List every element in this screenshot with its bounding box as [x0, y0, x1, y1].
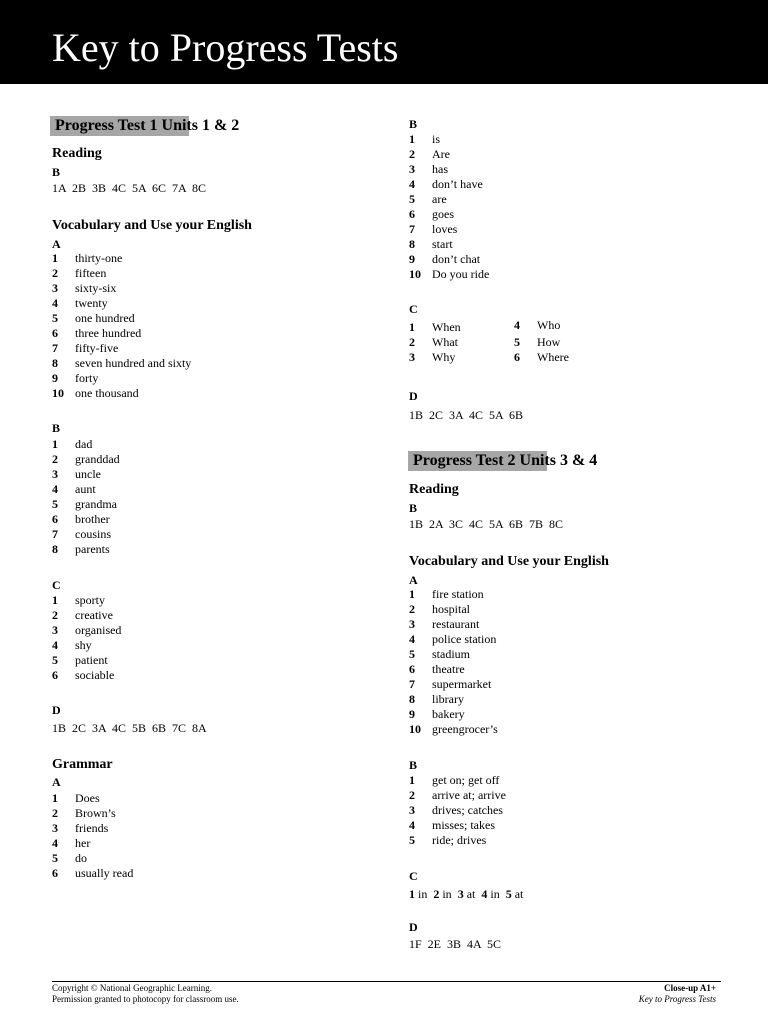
item-number: 3 [409, 617, 415, 631]
item-answer: fifteen [75, 266, 107, 280]
item-number: 6 [52, 866, 58, 880]
item-number: 2 [409, 788, 415, 802]
item-number: 8 [52, 356, 58, 370]
item-answer: organised [75, 623, 122, 637]
answer-line: 1F 2E 3B 4A 5C [409, 937, 502, 951]
item-number: 7 [409, 222, 415, 236]
item-number: 5 [52, 653, 58, 667]
item-answer: Do you ride [432, 267, 490, 281]
item-answer: get on; get off [432, 773, 500, 787]
grid-cell: 1 When [409, 320, 461, 334]
item-number: 7 [409, 677, 415, 691]
document-title: Key to Progress Tests [638, 994, 716, 1004]
grid-cell: 3 Why [409, 350, 456, 364]
item-answer: don’t have [432, 177, 483, 191]
item-number: 4 [409, 632, 415, 646]
section-letter: B [409, 117, 418, 131]
grammar-heading: Grammar [52, 757, 113, 772]
item-number: 4 [52, 296, 58, 310]
item-answer: usually read [75, 866, 134, 880]
item-answer: granddad [75, 452, 120, 466]
item-number: 8 [52, 542, 58, 556]
answer-line: 1B 2C 3A 4C 5A 6B [409, 408, 524, 422]
section-letter: D [409, 389, 418, 403]
item-number: 3 [52, 821, 58, 835]
item-answer: Brown’s [75, 806, 116, 820]
grid-cell: 6 Where [514, 350, 569, 364]
item-number: 5 [409, 833, 415, 847]
item-number: 1 [409, 132, 415, 146]
book-title: Close-up A1+ [664, 983, 716, 993]
section-letter: C [52, 578, 61, 592]
item-number: 2 [409, 602, 415, 616]
item-answer: grandma [75, 497, 117, 511]
footer-right [639, 983, 716, 1005]
item-answer: don’t chat [432, 252, 481, 266]
item-number: 1 [52, 437, 58, 451]
item-number: 1 [52, 791, 58, 805]
item-answer: greengrocer’s [432, 722, 498, 736]
item-number: 10 [409, 267, 421, 281]
item-number: 3 [409, 162, 415, 176]
item-answer: seven hundred and sixty [75, 356, 192, 370]
item-number: 4 [409, 818, 415, 832]
test2-title-text: Progress Test 2 Units 3 & 4 [413, 452, 598, 469]
item-answer: friends [75, 821, 109, 835]
item-number: 5 [409, 647, 415, 661]
item-answer: sixty-six [75, 281, 117, 295]
item-number: 4 [52, 482, 58, 496]
answer-line: 1B 2A 3C 4C 5A 6B 7B 8C [409, 517, 564, 531]
answer-grid [409, 320, 609, 366]
item-answer: is [432, 132, 441, 146]
item-answer: creative [75, 608, 113, 622]
item-number: 5 [409, 192, 415, 206]
section-letter: B [52, 421, 61, 435]
item-number: 1 [409, 773, 415, 787]
item-answer: aunt [75, 482, 96, 496]
item-answer: Are [432, 147, 450, 161]
item-answer: one thousand [75, 386, 139, 400]
item-number: 9 [409, 252, 415, 266]
item-answer: bakery [432, 707, 465, 721]
item-number: 6 [409, 662, 415, 676]
item-number: 2 [409, 147, 415, 161]
item-answer: library [432, 692, 464, 706]
item-answer: theatre [432, 662, 465, 676]
item-number: 7 [52, 527, 58, 541]
permission-text: Permission granted to photocopy for classroom use. [52, 994, 239, 1004]
item-answer: do [75, 851, 87, 865]
item-answer: patient [75, 653, 108, 667]
section-letter: A [52, 237, 61, 251]
item-number: 6 [52, 512, 58, 526]
item-number: 1 [52, 251, 58, 265]
item-number: 9 [409, 707, 415, 721]
item-answer: three hundred [75, 326, 142, 340]
page-title: Key to Progress Tests [52, 25, 399, 70]
item-answer: one hundred [75, 311, 135, 325]
vocab-heading: Vocabulary and Use your English [409, 554, 609, 569]
item-number: 2 [52, 806, 58, 820]
item-number: 7 [52, 341, 58, 355]
item-answer: ride; drives [432, 833, 487, 847]
answer-line: 1A 2B 3B 4C 5A 6C 7A 8C [52, 181, 207, 195]
item-answer: start [432, 237, 453, 251]
section-letter: D [409, 920, 418, 934]
copyright-text: Copyright © National Geographic Learning. [52, 983, 213, 993]
item-number: 4 [52, 836, 58, 850]
item-answer: police station [432, 632, 497, 646]
item-answer: goes [432, 207, 454, 221]
test2-title [408, 451, 597, 471]
item-answer: Does [75, 791, 100, 805]
item-number: 10 [409, 722, 421, 736]
item-answer: cousins [75, 527, 111, 541]
item-number: 5 [52, 311, 58, 325]
item-answer: dad [75, 437, 93, 451]
item-answer: brother [75, 512, 110, 526]
item-answer: shy [75, 638, 92, 652]
item-answer: are [432, 192, 447, 206]
item-answer: uncle [75, 467, 101, 481]
item-answer: fire station [432, 587, 484, 601]
item-number: 2 [52, 266, 58, 280]
item-answer: arrive at; arrive [432, 788, 506, 802]
item-answer: forty [75, 371, 99, 385]
item-answer: drives; catches [432, 803, 503, 817]
item-answer: sporty [75, 593, 105, 607]
vocab-heading: Vocabulary and Use your English [52, 218, 252, 233]
item-answer: hospital [432, 602, 470, 616]
item-answer: sociable [75, 668, 115, 682]
item-answer: loves [432, 222, 458, 236]
item-number: 2 [52, 452, 58, 466]
item-number: 1 [409, 587, 415, 601]
item-answer: supermarket [432, 677, 492, 691]
answer-line: 1 in 2 in 3 at 4 in 5 at [409, 887, 524, 901]
test1-title [50, 116, 239, 136]
section-letter: B [409, 758, 418, 772]
item-answer: stadium [432, 647, 470, 661]
item-number: 10 [52, 386, 64, 400]
section-letter: D [52, 703, 61, 717]
section-letter: A [409, 573, 418, 587]
section-letter: C [409, 302, 418, 316]
item-number: 5 [52, 497, 58, 511]
reading-heading: Reading [409, 482, 459, 497]
item-number: 3 [52, 281, 58, 295]
item-answer: has [432, 162, 448, 176]
item-number: 6 [409, 207, 415, 221]
grid-cell: 5 How [514, 335, 561, 349]
grid-cell: 2 What [409, 335, 458, 349]
item-number: 3 [52, 467, 58, 481]
item-answer: parents [75, 542, 110, 556]
footer-divider [52, 981, 721, 982]
item-number: 2 [52, 608, 58, 622]
item-number: 4 [409, 177, 415, 191]
item-answer: misses; takes [432, 818, 495, 832]
item-number: 4 [52, 638, 58, 652]
section-letter: B [52, 165, 61, 179]
item-number: 3 [52, 623, 58, 637]
item-number: 8 [409, 692, 415, 706]
item-number: 5 [52, 851, 58, 865]
item-answer: fifty-five [75, 341, 119, 355]
section-letter: A [52, 775, 61, 789]
header-banner [0, 0, 768, 84]
grid-cell: 4 Who [514, 318, 561, 332]
test1-title-text: Progress Test 1 Units 1 & 2 [55, 117, 240, 134]
item-number: 8 [409, 237, 415, 251]
item-answer: twenty [75, 296, 108, 310]
item-number: 9 [52, 371, 58, 385]
item-number: 3 [409, 803, 415, 817]
section-letter: B [409, 501, 418, 515]
item-answer: her [75, 836, 91, 850]
footer-left [52, 983, 239, 1005]
item-answer: restaurant [432, 617, 480, 631]
item-answer: thirty-one [75, 251, 123, 265]
section-letter: C [409, 869, 418, 883]
reading-heading: Reading [52, 146, 102, 161]
item-number: 1 [52, 593, 58, 607]
answer-line: 1B 2C 3A 4C 5B 6B 7C 8A [52, 721, 207, 735]
item-number: 6 [52, 668, 58, 682]
item-number: 6 [52, 326, 58, 340]
